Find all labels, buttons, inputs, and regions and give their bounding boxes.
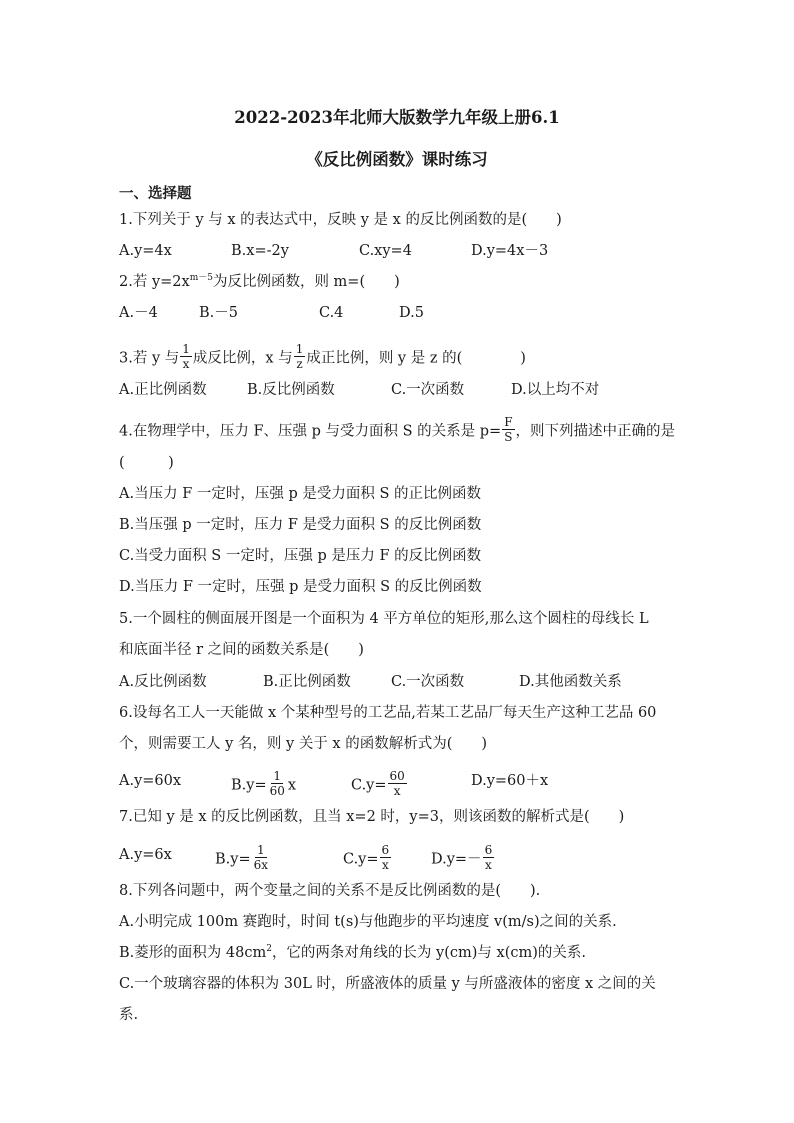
q4-f-den: S	[504, 430, 513, 444]
q6-c-fraction	[388, 769, 407, 798]
q4-option-a: A.当压力 F 一定时，压强 p 是受力面积 S 的正比例函数	[119, 486, 482, 502]
question-7-stem: 7.已知 y 是 x 的反比例函数，且当 x=2 时，y=3，则该函数的解析式是( )	[119, 809, 625, 825]
q1-option-d: D.y=4x－3	[471, 243, 549, 259]
q4-option-b: B.当压强 p 一定时，压力 F 是受力面积 S 的反比例函数	[119, 517, 482, 533]
q4-option-d: D.当压力 F 一定时，压强 p 是受力面积 S 的反比例函数	[119, 579, 482, 595]
section-heading: 一、选择题	[119, 185, 192, 202]
q7-c-text: C.y=	[343, 851, 379, 868]
q6-option-a: A.y=60x	[119, 773, 182, 789]
q8-option-c-line2: 系.	[119, 1007, 139, 1023]
q7-b-text: B.y=	[215, 851, 251, 868]
q7-option-d	[431, 845, 495, 874]
q7-b-num: 1	[256, 843, 265, 857]
q5-option-a: A.反比例函数	[119, 674, 207, 690]
q1-option-a: A.y=4x	[119, 243, 172, 259]
q3-text-3: 成正比例，则 y 是 z 的( )	[306, 350, 526, 367]
q3-fraction-1	[180, 342, 192, 371]
q8-b-text-end: ，它的两条对角线的长为 y(cm)与 x(cm)的关系.	[271, 945, 587, 961]
q8-b-text: B.菱形的面积为 48cm	[119, 945, 267, 961]
q6-c-text: C.y=	[351, 777, 387, 794]
q3-option-b: B.反比例函数	[247, 382, 335, 398]
q7-option-a: A.y=6x	[119, 847, 172, 863]
q3-option-d: D.以上均不对	[511, 382, 600, 398]
question-6-stem-line1: 6.设每名工人一天能做 x 个某种型号的工艺品,若某工艺品厂每天生产这种工艺品 60	[119, 705, 657, 721]
q2-option-b: B.－5	[199, 305, 238, 321]
q7-option-c	[343, 845, 392, 874]
q2-stem-text-end: 为反比例函数，则 m=( )	[212, 274, 400, 290]
q3-option-c: C.一次函数	[391, 382, 465, 398]
q5-option-c: C.一次函数	[391, 674, 465, 690]
q7-d-num: 6	[484, 843, 493, 857]
question-5-stem-line1: 5.一个圆柱的侧面展开图是一个面积为 4 平方单位的矩形,那么这个圆柱的母线长 L	[119, 611, 649, 627]
q7-d-den: x	[484, 858, 492, 872]
question-2-stem	[119, 272, 400, 292]
q5-option-b: B.正比例函数	[263, 674, 351, 690]
q3-option-a: A.正比例函数	[119, 382, 207, 398]
page-subtitle: 《反比例函数》课时练习	[306, 150, 488, 169]
q3-f2-den: z	[296, 357, 303, 371]
q2-option-c: C.4	[319, 305, 344, 321]
q3-fraction-2	[294, 342, 306, 371]
q6-option-b	[231, 771, 296, 800]
q2-option-a: A.－4	[119, 305, 158, 321]
q6-b-den: 60	[269, 784, 285, 798]
q4-f-num: F	[504, 415, 513, 429]
question-6-stem-line2: 个，则需要工人 y 名，则 y 关于 x 的函数解析式为( )	[119, 736, 488, 752]
q6-c-den: x	[393, 784, 401, 798]
q8-b-superscript: 2	[266, 944, 272, 954]
q7-d-fraction	[483, 843, 495, 872]
question-1-stem: 1.下列关于 y 与 x 的表达式中，反映 y 是 x 的反比例函数的是( )	[119, 212, 562, 228]
q2-option-d: D.5	[399, 305, 424, 321]
q1-option-b: B.x=-2y	[231, 243, 289, 259]
q8-option-c-line1: C.一个玻璃容器的体积为 30L 时，所盛液体的质量 y 与所盛液体的密度 x 之间的关	[119, 976, 656, 992]
q7-c-den: x	[381, 858, 389, 872]
q3-text-2: 成反比例，x 与	[192, 350, 293, 367]
q8-option-a: A.小明完成 100m 赛跑时，时间 t(s)与他跑步的平均速度 v(m/s)之间的关系.	[119, 914, 617, 930]
q1-option-c: C.xy=4	[359, 243, 412, 259]
question-4-paren: ( )	[119, 455, 174, 471]
page-title: 2022-2023年北师大版数学九年级上册6.1	[234, 108, 560, 127]
q8-option-b	[119, 943, 586, 963]
q6-b-suffix: x	[287, 777, 297, 794]
q7-b-den: 6x	[253, 858, 269, 872]
q7-c-num: 6	[381, 843, 390, 857]
q6-b-num: 1	[273, 769, 282, 783]
q6-b-text: B.y=	[231, 777, 267, 794]
q6-c-num: 60	[389, 769, 405, 783]
q2-stem-text: 2.若 y=2x	[119, 274, 190, 290]
q2-exponent: m－5	[189, 273, 213, 283]
q4-text-1: 4.在物理学中，压力 F、压强 p 与受力面积 S 的关系是 p=	[119, 423, 502, 440]
q3-text-1: 3.若 y 与	[119, 350, 180, 367]
q4-fraction	[502, 415, 514, 444]
question-8-stem: 8.下列各问题中，两个变量之间的关系不是反比例函数的是( ).	[119, 883, 541, 899]
q5-option-d: D.其他函数关系	[519, 674, 622, 690]
q3-f1-num: 1	[182, 342, 190, 356]
q6-option-c	[351, 771, 408, 800]
question-3-stem	[119, 344, 526, 373]
q7-option-b	[215, 845, 271, 874]
q7-d-text: D.y=－	[431, 851, 482, 868]
q7-b-fraction	[252, 843, 270, 872]
question-4-stem	[119, 417, 675, 446]
q7-c-fraction	[380, 843, 392, 872]
q6-option-d: D.y=60＋x	[471, 773, 549, 789]
q4-text-2: ，则下列描述中正确的是	[515, 423, 676, 440]
question-5-stem-line2: 和底面半径 r 之间的函数关系是( )	[119, 642, 364, 658]
q3-f2-num: 1	[295, 342, 304, 356]
q4-option-c: C.当受力面积 S 一定时，压强 p 是压力 F 的反比例函数	[119, 548, 482, 564]
q6-b-fraction	[268, 769, 287, 798]
q3-f1-den: x	[182, 357, 190, 371]
